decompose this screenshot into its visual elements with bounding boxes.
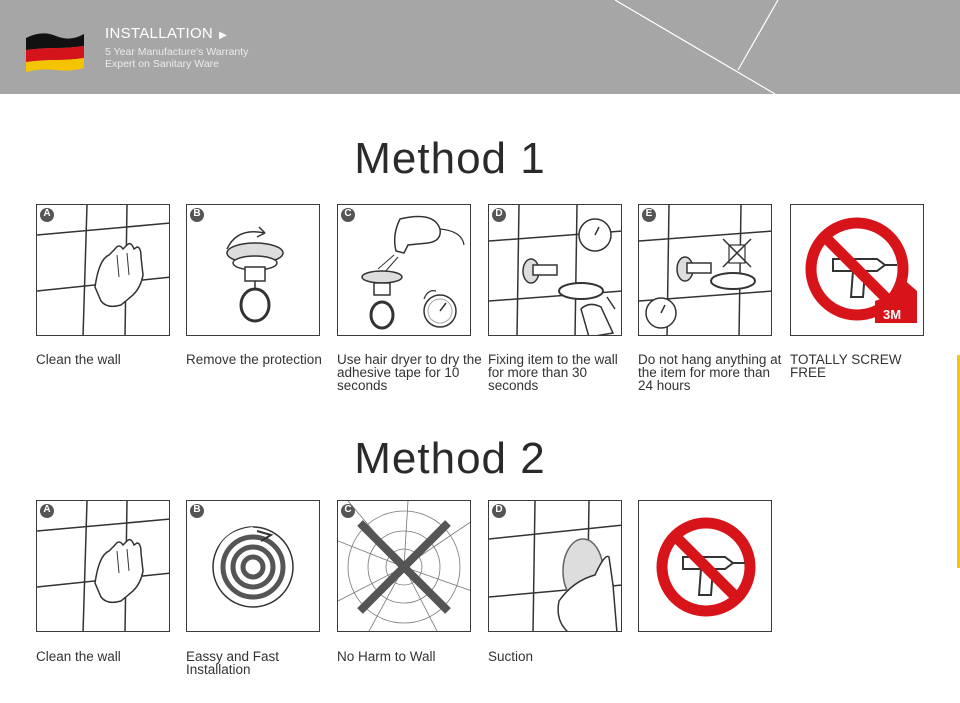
step-letter: C xyxy=(344,504,352,515)
m1-step-d-panel xyxy=(488,204,622,336)
step-letter: B xyxy=(193,504,201,515)
m1-step-a-caption: Clean the wall xyxy=(36,352,121,367)
no-drill-icon xyxy=(791,205,924,336)
step-letter: D xyxy=(495,504,503,515)
m1-step-c-panel xyxy=(337,204,471,336)
warranty-text: 5 Year Manufacture's Warranty xyxy=(105,46,249,58)
m2-step-d-caption: Suction xyxy=(488,649,534,664)
wipe-wall-icon xyxy=(37,205,170,336)
hair-dryer-icon xyxy=(338,205,471,336)
no-drill-icon xyxy=(639,501,772,632)
m1-step-c-caption: Use hair dryer to dry the adhesive tape for 10 seconds xyxy=(337,352,482,393)
m2-step-d-panel xyxy=(488,500,622,632)
m1-step-b-panel xyxy=(186,204,320,336)
expert-text: Expert on Sanitary Ware xyxy=(105,58,219,70)
cracked-wall-icon xyxy=(338,501,471,632)
step-letter: E xyxy=(645,208,653,219)
m1-step-e-panel xyxy=(638,204,772,336)
header-title: INSTALLATION ▶ xyxy=(105,25,228,42)
do-not-hang-icon xyxy=(639,205,772,336)
step-letter: A xyxy=(43,208,51,219)
step-letter: C xyxy=(344,208,352,219)
step-letter: A xyxy=(43,504,51,515)
fix-to-wall-icon xyxy=(489,205,622,336)
suction-disc-icon xyxy=(187,501,320,632)
m2-step-a-panel xyxy=(36,500,170,632)
method1-title: Method 1 xyxy=(354,134,546,183)
m2-step-b-caption: Eassy and Fast Installation xyxy=(186,649,280,677)
m2-step-c-caption: No Harm to Wall xyxy=(337,649,436,664)
header-banner xyxy=(0,0,960,94)
m2-step-c-panel xyxy=(337,500,471,632)
3m-badge: 3M xyxy=(883,307,902,322)
m1-step-e-caption: Do not hang anything at the item for more than 24 hours xyxy=(638,352,782,393)
m1-step-f-panel xyxy=(790,204,924,336)
m2-step-a-caption: Clean the wall xyxy=(36,649,121,664)
remove-protection-icon xyxy=(187,205,320,336)
wipe-wall-icon xyxy=(37,501,170,632)
m1-step-b-caption: Remove the protection xyxy=(186,352,322,367)
m1-step-d-caption: Fixing item to the wall for more than 30 seconds xyxy=(488,352,618,393)
m1-step-a-panel xyxy=(36,204,170,336)
step-letter: B xyxy=(193,208,201,219)
m2-step-e-panel xyxy=(638,500,772,632)
suction-press-icon xyxy=(489,501,622,632)
m2-step-b-panel xyxy=(186,500,320,632)
method2-title: Method 2 xyxy=(354,434,546,483)
germany-flag-icon xyxy=(24,30,86,72)
step-letter: D xyxy=(495,208,503,219)
m1-step-f-caption: TOTALLY SCREW FREE xyxy=(790,352,902,380)
